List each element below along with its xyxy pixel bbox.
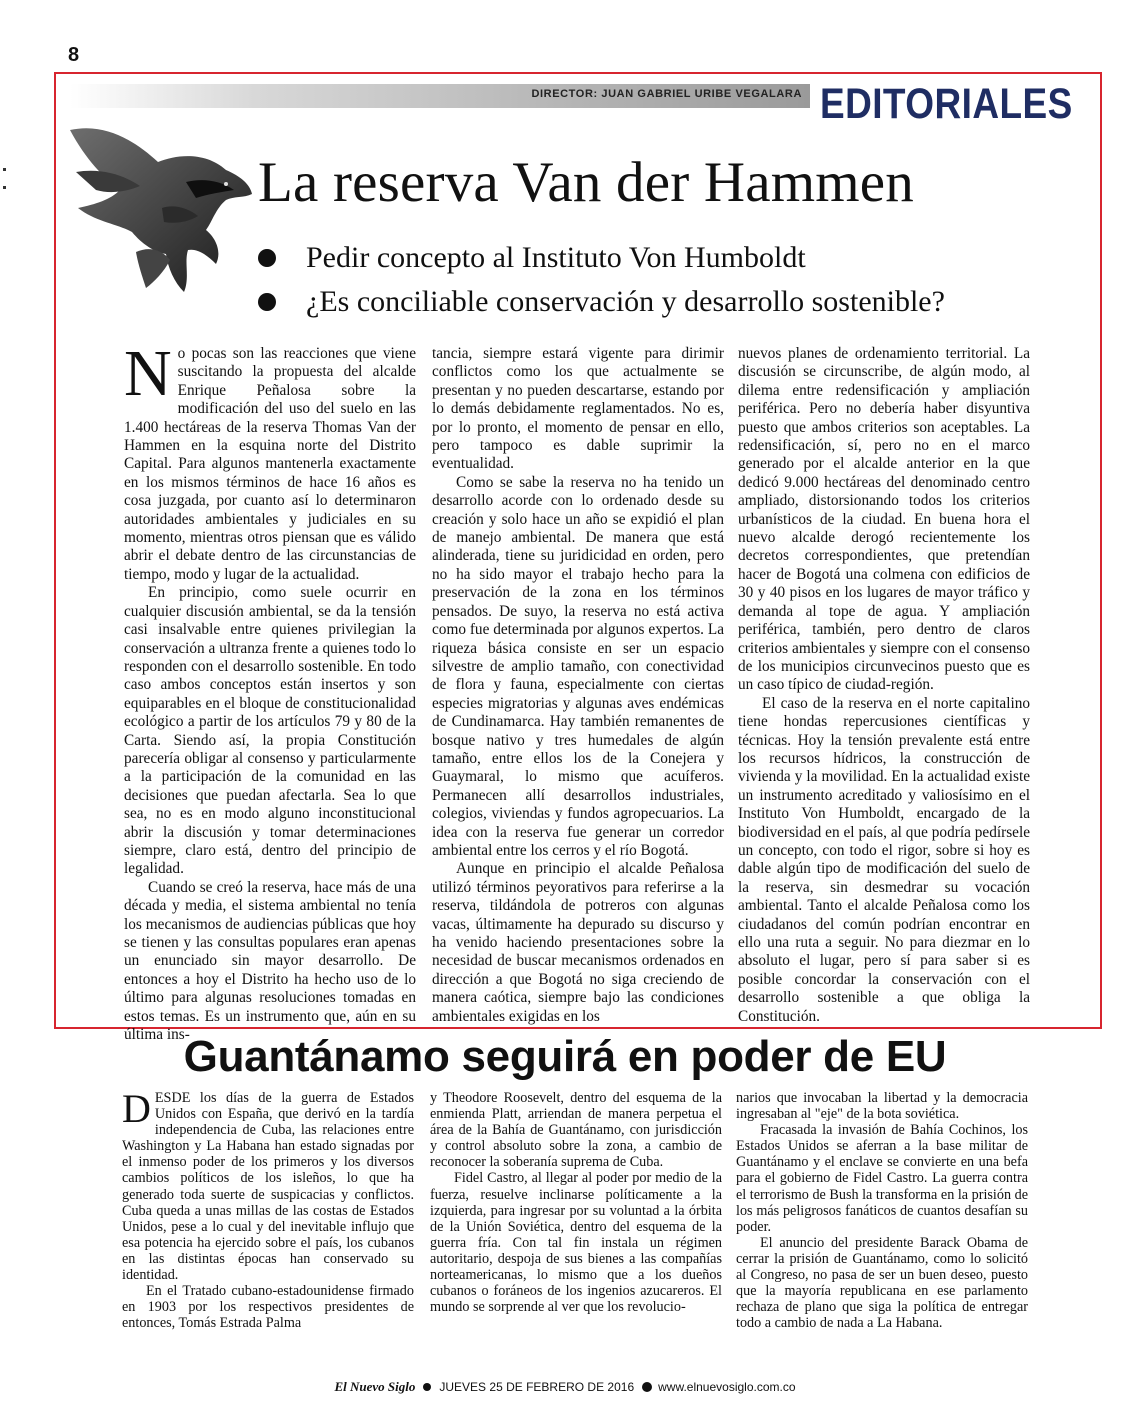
bullet-dot-icon [258,293,276,311]
page-footer [0,1379,1130,1395]
paragraph: nuevos planes de ordenamiento territorial. La discusión se circunscribe, de algún modo, al dilema entre redensificación y ampliación periférica. Pero no debería haber disyuntiva puesto que ambos criterios son aceptables. La redensificación, sí, pero no en el marco generado por el alcalde anterior en la que dedicó 9.000 hectáreas del denominado centro ampliado, distorsionando todos los criterios urbanísticos de la ciudad. En buena hora el nuevo alcalde derogó recientemente los decretos correspondientes, que pretendían hacer de Bogotá una colmena con edificios de 30 y 40 pisos en los lugares de mayor tráfico y demanda al tope de agua. Y ampliación periférica, también, pero dentro de claros criterios ambientales y siempre con el consenso de los municipios circunvecinos puesto que es un caso típico de ciudad-región. [738,345,1030,694]
website-url[interactable]: www.elnuevosiglo.com.co [658,1380,796,1394]
horse-sculpture-image [66,112,256,298]
paragraph: En el Tratado cubano-estadounidense firmado en 1903 por los respectivos presidentes de entonces, Tomás Estrada Palma [122,1283,414,1332]
drop-cap: D [122,1086,151,1131]
issue-date: JUEVES 25 DE FEBRERO DE 2016 [439,1380,635,1394]
bullet-item [258,280,945,324]
bullet-text: ¿Es conciliable conservación y desarrollo sostenible? [306,285,945,318]
editorial-bullets [258,236,945,324]
paragraph: y Theodore Roosevelt, dentro del esquema de la enmienda Platt, arriendan de manera perpetua el área de la Bahía de Guantánamo, con jurisdicción y control absoluto sobre la zona, a cambio de reconocer la soberanía suprema de Cuba. [430,1090,722,1171]
scan-mark [3,186,6,189]
paragraph-text: ESDE los días de la guerra de Estados Unidos con España, que derivó en la tardía independencia de Cuba, las relaciones entre Washington y La Habana han estado signadas por el inmenso poder de los primeros y los diversos cambios políticos de los isleños, lo que ha generado toda suerte de suspicacias y conflictos. Cuba queda a unas millas de las costas de Estados Unidos, pese a lo cual y del inevitable influjo que esa potencia ha ejercido sobre el país, los cubanos en las distintas épocas han conservado su identidad. [122,1090,414,1284]
paragraph: Fidel Castro, al llegar al poder por medio de la fuerza, resuelve inclinarse políticamente a la izquierda, para ingresar por su voluntad a la órbita de la Unión Soviética, dentro del esquema de la guerra fría. Con tal fin instala un régimen autoritario, despoja de sus bienes a las compañías norteamericanas, lo mismo que a los dueños cubanos o foráneos de los ingenios azucareros. El mundo se sorprende al ver que los revolucio- [430,1170,722,1316]
scan-mark [3,168,6,171]
paragraph: El anuncio del presidente Barack Obama de cerrar la prisión de Guantánamo, como lo solicitó al Congreso, no pasa de ser un buen deseo, puesto que la mayoría republicana en ese parlamento rechaza de plano que siga la política de entregar todo a cambio de nada a La Habana. [736,1234,1028,1332]
paragraph: Fracasada la invasión de Bahía Cochinos, los Estados Unidos se aferran a la base militar de Guantánamo y el enclave se convierte en una befa para el gobierno de Fidel Castro. La guerra contra el terrorismo de Bush la transforma en la prisión de los más peligrosos fanáticos de cuantos desafían su poder. [736,1122,1028,1235]
bullet-dot-icon [258,249,276,267]
guantanamo-column-2 [430,1090,722,1365]
globe-icon [642,1382,652,1392]
editorial-column-2 [432,345,724,1025]
guantanamo-headline: Guantánamo seguirá en poder de EU [183,1032,947,1081]
paragraph: El caso de la reserva en el norte capitalino tiene hondas repercusiones científicas y técnicas. Hoy la tensión prevalente está entre los recursos hídricos, la construcción de vivienda y la movilidad. En la actualidad existe un instrumento acreditado y valiosísimo en el Instituto Von Humboldt, encargado de la biodiversidad en el país, al que podría pedírsele un concepto, con todo el rigor, sobre si hoy es dable algún tipo de modificación del suelo de la reserva, sin desmedrar su vocación ambiental. Tanto el alcalde Peñalosa como los ciudadanos del común podrían encontrar en ello una ruta a seguir. No para diezmar en lo absoluto el lugar, pero sí para saber si es posible concordar la conservación con el desarrollo sostenible a que obliga la Constitución. [738,694,1030,1025]
paragraph: En principio, como suele ocurrir en cualquier discusión ambiental, se da la tensión casi insalvable entre quienes privilegian la conservación a ultranza frente a quienes todo lo responden con el desarrollo sostenible. En todo caso ambos conceptos están insertos y son equiparables en el bloque de constitucionalidad ecológico a partir de los artículos 79 y 80 de la Carta. Siendo así, la propia Constitución parecería obligar al consenso y particularmente a la participación de la comunidad en las decisiones que puedan afectarla. Sea lo que sea, no es en modo alguno inconstitucional abrir la discusión y tomar determinaciones siempre, claro está, dentro del principio de legalidad. [124,584,416,878]
editorial-column-3 [738,345,1030,1025]
header-bar [70,84,810,108]
paragraph: tancia, siempre estará vigente para dirimir conflictos como los que actualmente se presentan y no pueden descartarse, estando por lo demás debidamente reglamentados. No es, por lo pronto, el momento de pensar en ello, pero tampoco es dable suprimir la eventualidad. [432,345,724,473]
page-number: 8 [68,44,80,66]
editorial-headline: La reserva Van der Hammen [258,151,914,214]
bullet-text: Pedir concepto al Instituto Von Humboldt [306,241,806,274]
section-label: EDITORIALES [820,80,1073,128]
paragraph: Cuando se creó la reserva, hace más de una década y media, el sistema ambiental no tenía los mecanismos de audiencias públicas que hoy se tienen y las consultas populares eran apenas un enunciado sin mayor desarrollo. De entonces a hoy el Distrito ha hecho uso de lo último para algunas resoluciones tomadas en estos temas. Es un instrumento que, aún en su última ins- [124,878,416,1044]
bullet-dot-icon [423,1383,431,1391]
paragraph-text: o pocas son las reacciones que viene suscitando la propuesta del alcalde Enrique Peñalosa sobre la modificación del uso del suelo en las 1.400 hectáreas de la reserva Thomas Van der Hammen en la esquina norte del Distrito Capital. Para algunos mantenerla exactamente en los mismos términos de hace 16 años es cosa juzgada, por cuanto así lo determinaron autoridades ambientales y judiciales en su momento, mientras otros piensan que es válido abrir el debate dentro de las circunstancias de tiempo, modo y lugar de la actualidad. [124,345,416,583]
bullet-item [258,236,945,280]
director-credit: DIRECTOR: JUAN GABRIEL URIBE VEGALARA [531,88,802,100]
paragraph [124,337,416,584]
paragraph: narios que invocaban la libertad y la democracia ingresaban al "eje" de la bota soviética. [736,1090,1028,1123]
paragraph: Como se sabe la reserva no ha tenido un desarrollo acorde con lo ordenado desde su creación y solo hace un año se expidió el plan de manejo ambiental. De manera que está alinderada, tiene su juridicidad en orden, pero no ha sido mayor el trabajo hecho para la preservación de la zona en los términos pensados. De suyo, la reserva no está activa como fue determinada por algunos expertos. La riqueza básica consiste en ser un espacio silvestre de amplio tamaño, con conectividad de flora y fauna, especialmente con ciertas especies migratorias y algunas aves endémicas de Cundinamarca. Hay también remanentes de bosque nativo y tres humedales de algún tamaño, entre ellos los de la Conejera y Guaymaral, lo mismo que acuíferos. Permanecen allí desarrollos industriales, colegios, viviendas y fundos agropecuarios. La idea con la reserva fue generar un corredor ambiental entre los cerros y el río Bogotá. [432,473,724,859]
newspaper-brand: El Nuevo Siglo [334,1379,416,1394]
guantanamo-column-1 [122,1086,414,1365]
paragraph [122,1086,414,1284]
guantanamo-column-3 [736,1090,1028,1365]
drop-cap: N [124,337,172,410]
editorial-column-1 [124,337,416,1044]
paragraph: Aunque en principio el alcalde Peñalosa utilizó términos peyorativos para referirse a la reserva, tildándola de potreros con algunas vacas, últimamente ha depurado su discurso y ha venido haciendo presentaciones sobre la necesidad de buscar mecanismos ordenados en dirección a que Bogotá no siga creciendo de manera caótica, siempre bajo las condiciones ambientales exigidas en los [432,860,724,1025]
